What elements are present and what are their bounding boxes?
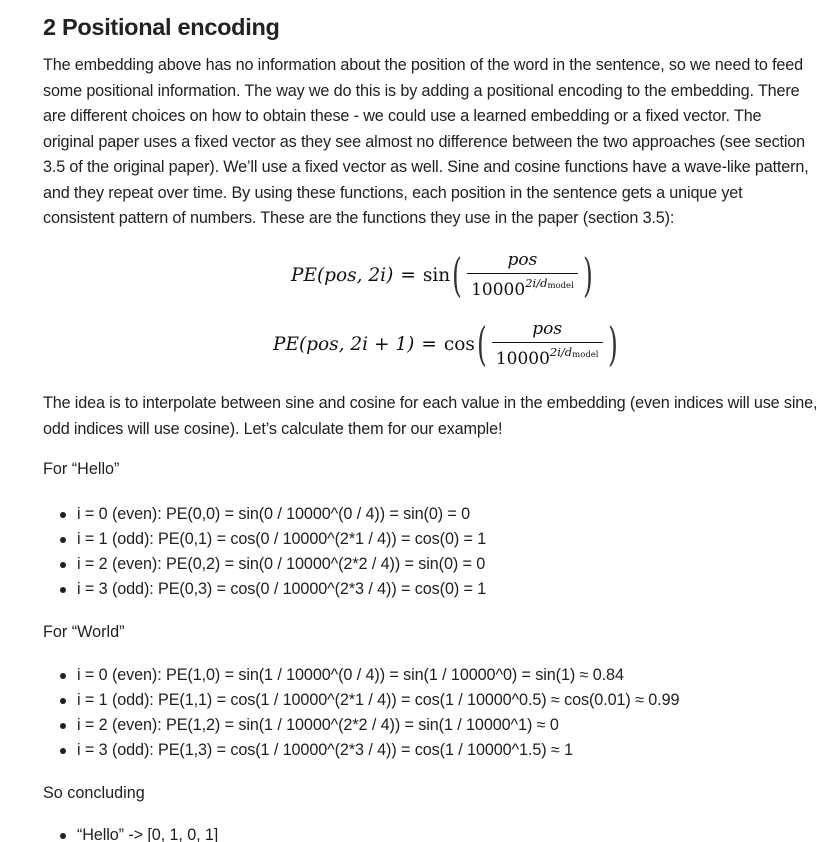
bullet-icon <box>60 723 66 729</box>
formula-function: cos <box>443 333 475 355</box>
bullet-icon <box>60 537 66 543</box>
list-item-text: i = 1 (odd): PE(1,1) = cos(1 / 10000^(2*1 / 4)) = cos(1 / 10000^0.5) ≈ cos(0.01) ≈ 0.99 <box>77 691 680 709</box>
list-item-text: “Hello” -> [0, 1, 0, 1] <box>77 826 219 842</box>
fraction-denominator <box>492 342 603 369</box>
formula-lhs: PE <box>273 333 299 355</box>
list-item <box>60 738 679 763</box>
denominator-exponent-sub: model <box>547 281 574 291</box>
denominator-base: 10000 <box>471 280 526 300</box>
left-paren: ( <box>476 317 487 371</box>
bullet-icon <box>60 698 66 704</box>
formula-args: (pos, 2i + 1) <box>298 333 415 355</box>
right-paren: ) <box>607 317 618 371</box>
list-item-text: i = 3 (odd): PE(1,3) = cos(1 / 10000^(2*3 / 4)) = cos(1 / 10000^1.5) ≈ 1 <box>77 741 574 759</box>
intro-line: are different choices on how to obtain these - we could use a learned embedding or a fixed vector. The <box>43 107 762 125</box>
list-item-text: i = 2 (even): PE(0,2) = sin(0 / 10000^(2*2 / 4)) = sin(0) = 0 <box>77 555 486 573</box>
intro-line: 3.5 of the original paper). We’ll use a fixed vector as well. Sine and cosine functions have a wave-like pattern, <box>43 158 809 176</box>
idea-line: odd indices will use cosine). Let’s calculate them for our example! <box>43 419 503 438</box>
idea-paragraph <box>43 391 817 442</box>
bullet-icon <box>60 587 66 593</box>
world-label: For “World” <box>43 623 125 641</box>
cosine-formula <box>273 319 621 369</box>
intro-line: The embedding above has no information about the position of the word in the sentence, so we need to feed <box>43 56 803 74</box>
formula-lhs: PE <box>291 264 317 286</box>
formula-fraction <box>492 319 603 369</box>
denominator-exponent: 2i/d <box>549 345 573 359</box>
list-item <box>60 577 486 602</box>
list-item <box>60 552 486 577</box>
idea-line: The idea is to interpolate between sine and cosine for each value in the embedding (even indices will use sine, <box>43 394 818 412</box>
fraction-numerator: pos <box>507 250 538 270</box>
hello-list <box>60 502 486 602</box>
list-item <box>60 663 679 688</box>
list-item-text: i = 0 (even): PE(1,0) = sin(1 / 10000^(0 / 4)) = sin(1 / 10000^0) = sin(1) ≈ 0.84 <box>77 666 624 684</box>
intro-line: some positional information. The way we do this is by adding a positional encoding to the embedding. There <box>43 81 800 100</box>
denominator-exponent-sub: model <box>572 350 599 360</box>
list-item-text: i = 1 (odd): PE(0,1) = cos(0 / 10000^(2*1 / 4)) = cos(0) = 1 <box>77 530 487 548</box>
list-item-text: i = 0 (even): PE(0,0) = sin(0 / 10000^(0 / 4)) = sin(0) = 0 <box>77 505 471 523</box>
list-item <box>60 527 486 552</box>
bullet-icon <box>60 673 66 679</box>
right-paren: ) <box>582 248 593 302</box>
intro-line: original paper uses a fixed vector as they see almost no difference between the two approaches (see section <box>43 132 806 151</box>
denominator-exponent: 2i/d <box>525 276 548 290</box>
section-heading: 2 Positional encoding <box>43 14 280 40</box>
list-item <box>60 502 486 527</box>
fraction-denominator <box>467 273 578 300</box>
sine-formula <box>291 250 597 300</box>
concluding-list <box>60 823 218 842</box>
intro-line: and they repeat over time. By using these functions, each position in the sentence gets a unique yet <box>43 183 743 202</box>
list-item-text: i = 2 (even): PE(1,2) = sin(1 / 10000^(2*2 / 4)) = sin(1 / 10000^1) ≈ 0 <box>77 716 559 734</box>
intro-paragraph <box>43 53 809 232</box>
formula-fraction <box>467 250 578 300</box>
formula-equals: = <box>400 264 416 286</box>
hello-label: For “Hello” <box>43 460 120 478</box>
formula-function: sin <box>422 264 451 286</box>
intro-line: consistent pattern of numbers. These are the functions they use in the paper (section 3.5): <box>43 209 675 227</box>
concluding-label: So concluding <box>43 784 145 802</box>
list-item <box>60 688 679 713</box>
fraction-numerator: pos <box>532 319 563 339</box>
list-item-text: i = 3 (odd): PE(0,3) = cos(0 / 10000^(2*3 / 4)) = cos(0) = 1 <box>77 580 487 598</box>
bullet-icon <box>60 748 66 754</box>
bullet-icon <box>60 562 66 568</box>
bullet-icon <box>60 512 66 518</box>
list-item <box>60 823 218 842</box>
formula-args: (pos, 2i) <box>316 264 394 286</box>
bullet-icon <box>60 833 66 839</box>
world-list <box>60 663 679 763</box>
formula-equals: = <box>421 333 437 355</box>
left-paren: ( <box>452 248 463 302</box>
denominator-base: 10000 <box>495 349 550 369</box>
list-item <box>60 713 679 738</box>
